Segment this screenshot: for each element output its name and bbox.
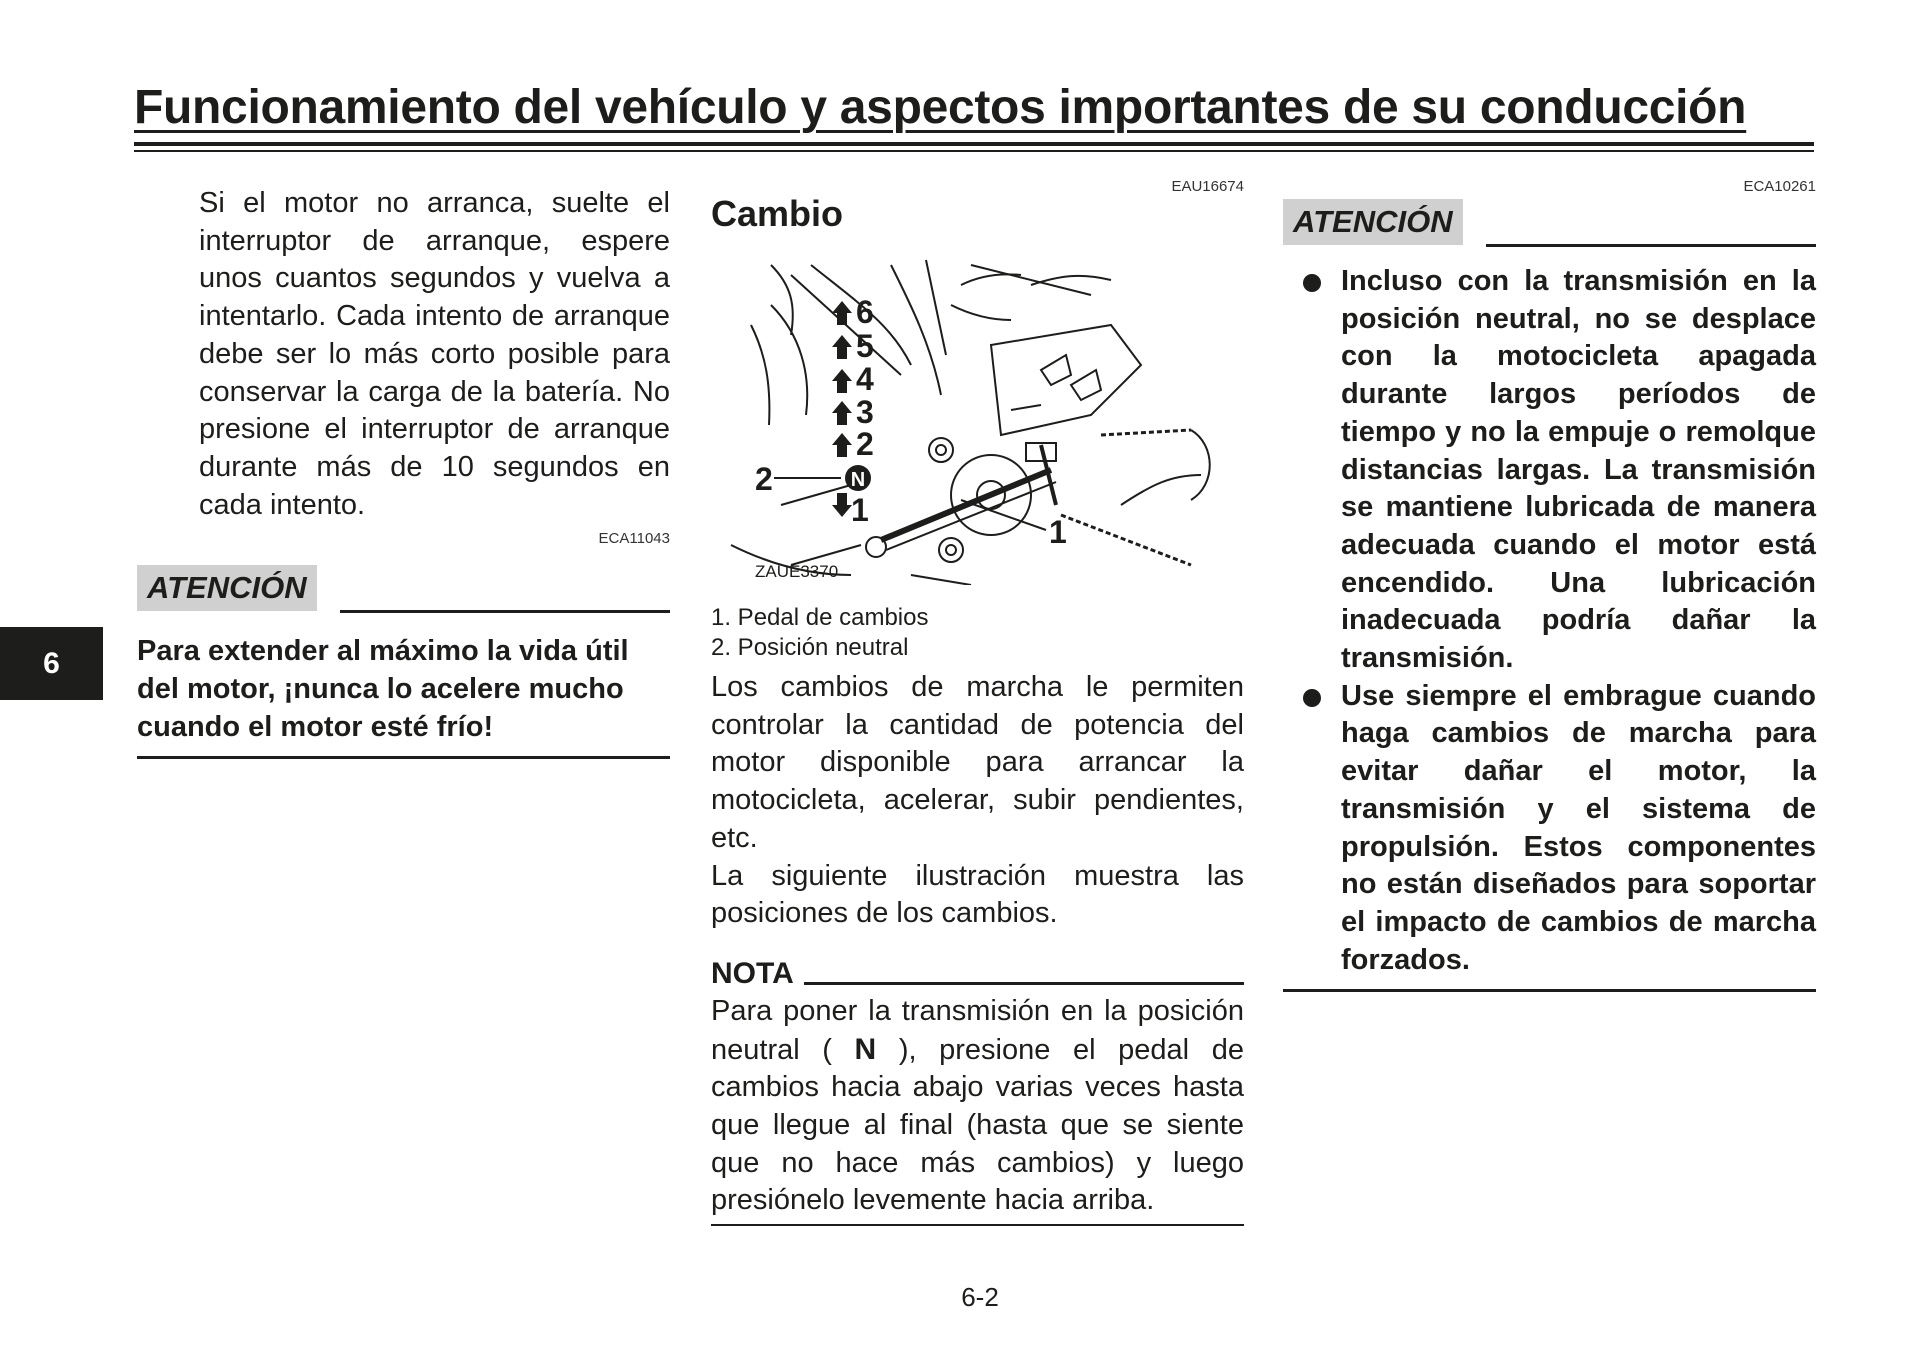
nota-text-before: Para poner la transmisión en la posición neutral ( xyxy=(711,994,1244,1066)
figure-caption-2: 2. Posición neutral xyxy=(711,634,909,661)
nota-text-after: ), presione el pedal de cambios hacia abajo varias veces hasta que llegue al final (hasta que se siente que no hace más cambios) y luego presiónelo levemente hacia arriba. xyxy=(711,1033,1244,1217)
cambio-paragraph-2: La siguiente ilustración muestra las posiciones de los cambios. xyxy=(711,859,1244,930)
bullet-icon xyxy=(1303,689,1321,707)
left-column xyxy=(137,185,670,759)
section-code: EAU16674 xyxy=(1171,178,1244,195)
start-retry-paragraph: Si el motor no arranca, suelte el interruptor de arranque, espere unos cuantos segundos y vuelva a intentarlo. Cada intento de arranque debe ser lo más corto posible para conservar la carga de la batería. No presione el interruptor de arranque durante más de 10 segundos en cada intento. xyxy=(199,187,670,521)
section-code: ECA10261 xyxy=(1743,178,1816,195)
gear-label-3: 3 xyxy=(856,394,874,430)
gear-label-6: 6 xyxy=(856,294,874,330)
atencion-bullet-list xyxy=(1283,263,1816,979)
list-item xyxy=(1283,263,1816,678)
figure-code: ZAUE3370 xyxy=(755,562,839,581)
atencion-end-rule xyxy=(1283,989,1816,992)
figure-caption-1: 1. Pedal de cambios xyxy=(711,604,929,631)
nota-rule xyxy=(804,982,1244,985)
nota-text xyxy=(711,993,1244,1220)
page-title: Funcionamiento del vehículo y aspectos importantes de su conducción xyxy=(134,81,1747,134)
section-title: Cambio xyxy=(711,193,844,234)
neutral-symbol-inline: N xyxy=(854,1032,877,1066)
atencion-header xyxy=(137,565,670,613)
up-arrow-icon xyxy=(832,335,852,359)
bullet-text: Incluso con la transmisión en la posición neutral, no se desplace con la motocicleta apagada durante largos períodos de tiempo y no la empuje o remolque distancias largas. La transmisión se mantiene lubricada de manera adecuada cuando el motor está encendido. Una lubricación inadecuada podría dañar la transmisión. xyxy=(1341,265,1816,675)
neutral-symbol: N xyxy=(850,469,866,491)
callout-2: 2 xyxy=(755,461,773,497)
title-rule-thin xyxy=(134,150,1814,152)
callout-1: 1 xyxy=(1049,514,1067,550)
list-item xyxy=(1283,678,1816,980)
title-rule-thick xyxy=(134,142,1814,146)
nota-end-rule xyxy=(711,1224,1244,1226)
page-number: 6-2 xyxy=(961,1282,999,1312)
nota-header xyxy=(711,953,1244,989)
gear-label-5: 5 xyxy=(856,328,874,364)
bullet-icon xyxy=(1303,274,1321,292)
motorcycle-linework xyxy=(731,260,1210,585)
up-arrow-icon xyxy=(832,369,852,393)
atencion-rule xyxy=(340,610,670,613)
gear-label-2: 2 xyxy=(856,426,874,462)
up-arrow-icon xyxy=(832,433,852,457)
gear-label-4: 4 xyxy=(856,361,874,397)
middle-column xyxy=(711,178,1244,1226)
chapter-tab[interactable]: 6 xyxy=(0,627,103,700)
bullet-text: Use siempre el embrague cuando haga cambios de marcha para evitar dañar el motor, la transmisión y el sistema de propulsión. Estos componentes no están diseñados para soportar el impacto de cambios de marcha forzados. xyxy=(1341,679,1816,976)
atencion-end-rule xyxy=(137,756,670,759)
up-arrow-icon xyxy=(832,301,852,325)
atencion-header xyxy=(1283,199,1816,247)
atencion-label: ATENCIÓN xyxy=(1283,199,1463,245)
atencion-text: Para extender al máximo la vida útil del motor, ¡nunca lo acelere mucho cuando el motor esté frío! xyxy=(137,635,629,743)
down-arrow-icon xyxy=(832,493,852,517)
cambio-paragraph-1: Los cambios de marcha le permiten controlar la cantidad de potencia del motor disponible para arrancar la motocicleta, acelerar, subir pendientes, etc. xyxy=(711,671,1244,854)
atencion-label: ATENCIÓN xyxy=(137,565,317,611)
shift-pedal-illustration xyxy=(711,245,1244,585)
gear-label-1: 1 xyxy=(851,492,869,528)
right-column xyxy=(1283,178,1816,992)
up-arrow-icon xyxy=(832,401,852,425)
atencion-rule xyxy=(1486,244,1816,247)
section-code: ECA11043 xyxy=(598,530,670,548)
nota-label: NOTA xyxy=(711,956,794,990)
